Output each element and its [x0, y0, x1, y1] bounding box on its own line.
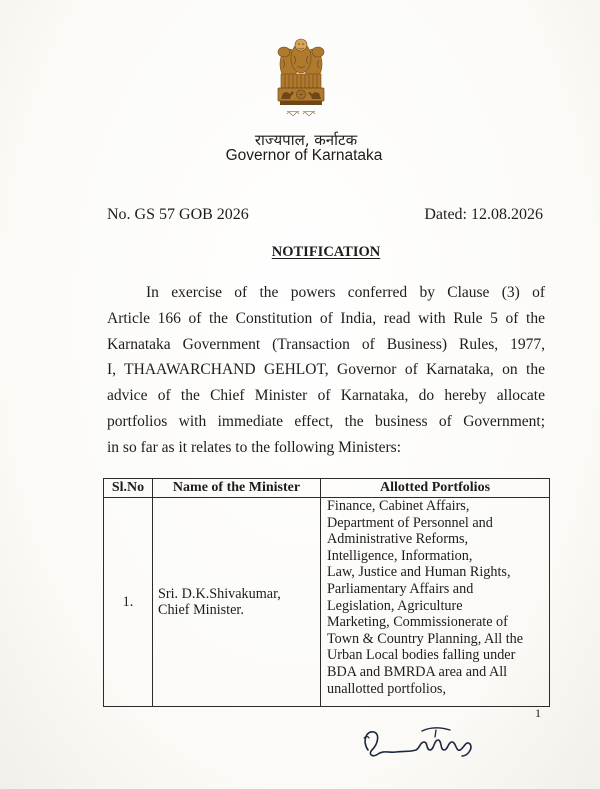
table-header-row [104, 479, 550, 498]
header-allotted-portfolios: Allotted Portfolios [321, 479, 550, 498]
office-title-hindi: राज्यपाल, कर्नाटक [254, 131, 358, 149]
portfolio-line: Administrative Reforms, [327, 531, 469, 548]
portfolio-line: Finance, Cabinet Affairs, [327, 498, 470, 514]
table-row [104, 498, 550, 707]
portfolio-line: Law, Justice and Human Rights, [327, 564, 511, 581]
notification-body [107, 280, 545, 461]
body-line: advice of the Chief Minister of Karnataka, do hereby allocate [107, 387, 545, 405]
portfolio-line: Urban Local bodies falling under [327, 647, 516, 664]
minister-name-line: Sri. D.K.Shivakumar, [158, 586, 281, 602]
body-line: In exercise of the powers conferred by Clause (3) of [146, 284, 545, 301]
cell-portfolios [321, 498, 550, 707]
reference-number: No. GS 57 GOB 2026 [107, 206, 249, 223]
header-sl-no: Sl.No [104, 479, 153, 498]
body-line: portfolios with immediate effect, the business of Government; [107, 412, 545, 430]
notification-heading: NOTIFICATION [271, 244, 381, 260]
portfolio-line: Legislation, Agriculture [327, 597, 463, 614]
body-line: in so far as it relates to the following Ministers: [107, 438, 402, 456]
portfolio-line: BDA and BMRDA area and All [327, 663, 508, 680]
cell-sl-no: 1. [104, 498, 153, 707]
office-title-english: Governor of Karnataka [225, 147, 383, 164]
portfolio-line: Department of Personnel and [327, 514, 493, 531]
portfolio-line: Intelligence, Information, [327, 547, 473, 564]
body-line: Article 166 of the Constitution of India, read with Rule 5 of the [107, 309, 545, 327]
state-emblem-icon [275, 36, 327, 120]
portfolio-line: Town & Country Planning, All the [327, 630, 524, 647]
cell-minister-name [153, 498, 321, 707]
state-emblem-graphic [275, 36, 327, 120]
portfolio-line: unallotted portfolios, [327, 680, 447, 697]
portfolio-line: Parliamentary Affairs and [327, 580, 474, 597]
body-line: I, THAAWARCHAND GEHLOT, Governor of Karnataka, on the [107, 361, 545, 379]
minister-designation-line: Chief Minister. [158, 602, 244, 618]
page-number: 1 [535, 706, 541, 720]
header-minister-name: Name of the Minister [153, 479, 321, 498]
body-line: Karnataka Government (Transaction of Business) Rules, 1977, [107, 335, 545, 353]
ministers-table [103, 478, 550, 707]
signature-icon [360, 720, 480, 765]
notification-date: Dated: 12.08.2026 [424, 206, 543, 223]
portfolio-line: Marketing, Commissionerate of [327, 614, 508, 631]
governor-signature [360, 720, 480, 765]
